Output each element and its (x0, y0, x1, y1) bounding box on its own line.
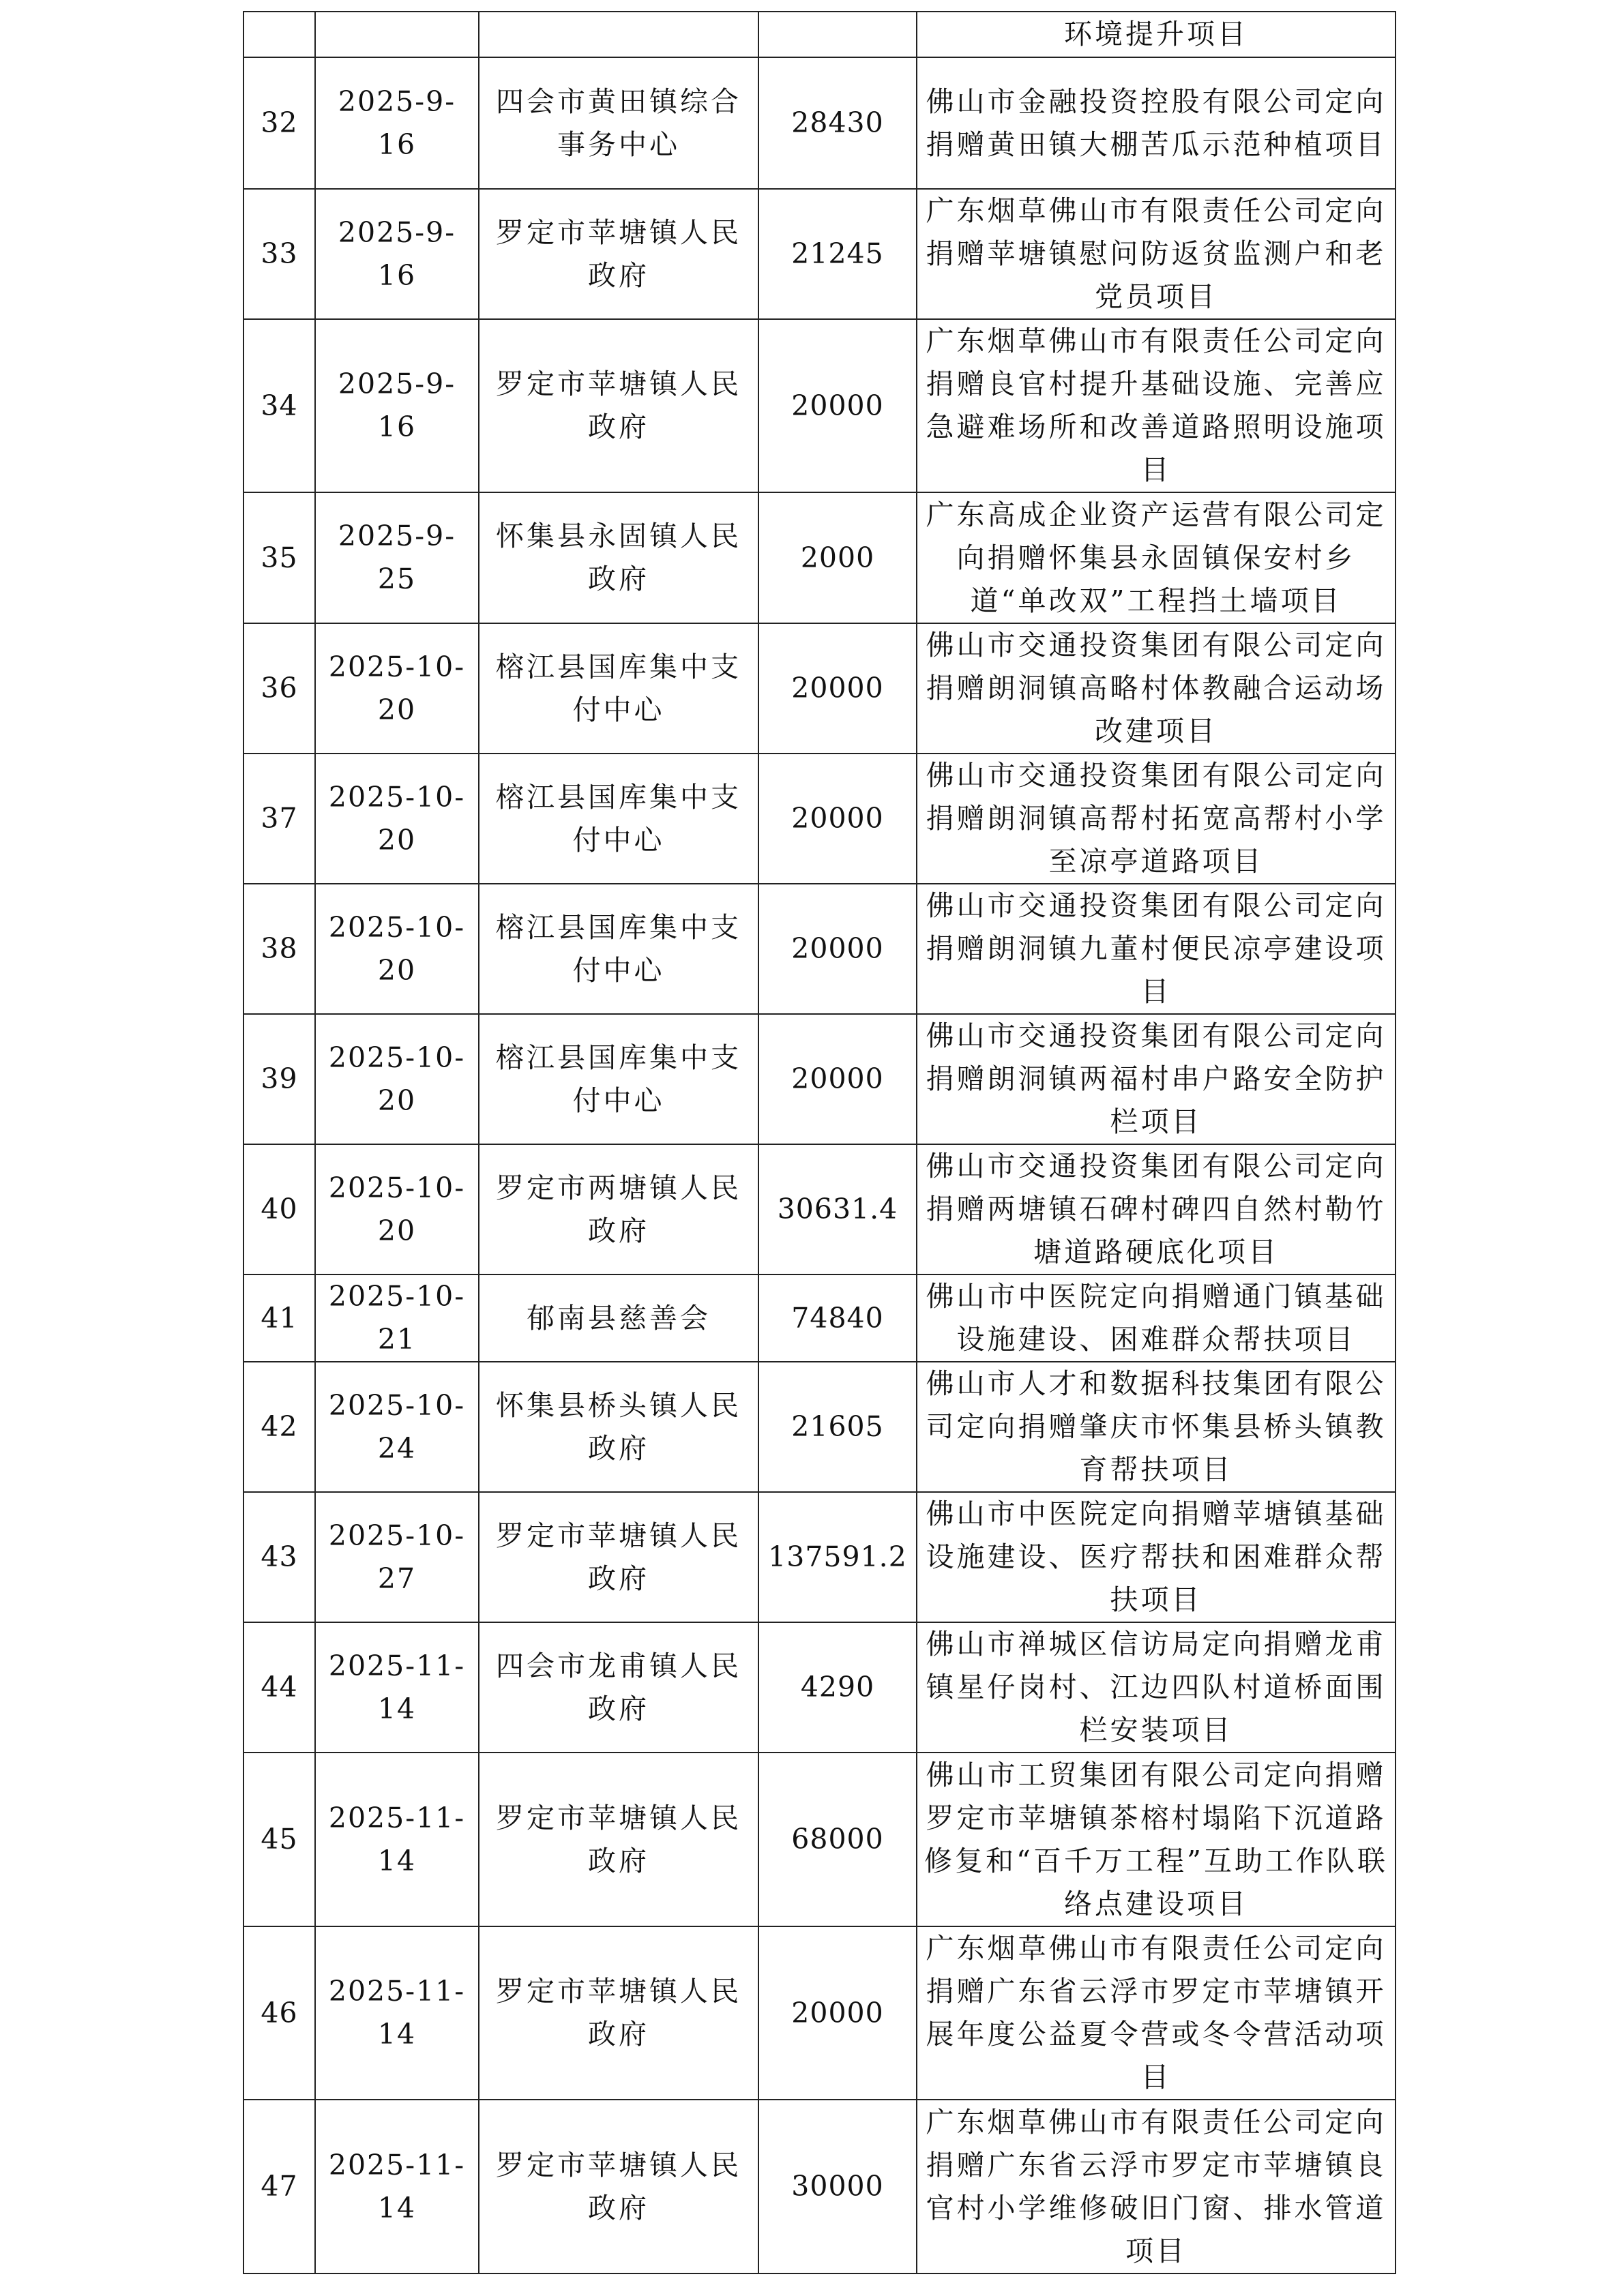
row-number: 46 (243, 1926, 315, 2100)
row-number: 38 (243, 884, 315, 1014)
recipient-organization: 榕江县国库集中支付中心 (479, 884, 758, 1014)
donation-amount: 30631.4 (758, 1144, 917, 1274)
recipient-organization: 罗定市苹塘镇人民政府 (479, 2100, 758, 2273)
donation-date: 2025-10-24 (315, 1362, 479, 1492)
donation-date: 2025-9-16 (315, 319, 479, 492)
table-row (243, 1362, 1396, 1492)
table-row (243, 1622, 1396, 1753)
table-row (243, 754, 1396, 884)
project-description: 广东烟草佛山市有限责任公司定向捐赠广东省云浮市罗定市苹塘镇良官村小学维修破旧门窗、排水管道项目 (917, 2100, 1396, 2273)
recipient-organization: 罗定市苹塘镇人民政府 (479, 1926, 758, 2100)
project-description: 佛山市中医院定向捐赠苹塘镇基础设施建设、医疗帮扶和困难群众帮扶项目 (917, 1492, 1396, 1622)
donation-amount: 21605 (758, 1362, 917, 1492)
donation-date: 2025-9-16 (315, 57, 479, 189)
row-number: 43 (243, 1492, 315, 1622)
donation-amount: 68000 (758, 1753, 917, 1926)
donation-date: 2025-10-20 (315, 623, 479, 754)
project-description: 佛山市交通投资集团有限公司定向捐赠朗洞镇高略村体教融合运动场改建项目 (917, 623, 1396, 754)
recipient-organization: 四会市龙甫镇人民政府 (479, 1622, 758, 1753)
recipient-organization: 四会市黄田镇综合事务中心 (479, 57, 758, 189)
donation-amount: 30000 (758, 2100, 917, 2273)
donation-date: 2025-9-16 (315, 189, 479, 319)
donation-amount (758, 12, 917, 57)
donation-amount: 20000 (758, 319, 917, 492)
donation-date: 2025-11-14 (315, 1926, 479, 2100)
donation-date: 2025-10-20 (315, 884, 479, 1014)
donation-date: 2025-10-20 (315, 1014, 479, 1144)
recipient-organization: 罗定市苹塘镇人民政府 (479, 319, 758, 492)
recipient-organization: 榕江县国库集中支付中心 (479, 623, 758, 754)
recipient-organization: 榕江县国库集中支付中心 (479, 1014, 758, 1144)
donation-amount: 20000 (758, 623, 917, 754)
project-description: 佛山市交通投资集团有限公司定向捐赠两塘镇石碑村碑四自然村勒竹塘道路硬底化项目 (917, 1144, 1396, 1274)
project-description: 广东烟草佛山市有限责任公司定向捐赠广东省云浮市罗定市苹塘镇开展年度公益夏令营或冬令营活动项目 (917, 1926, 1396, 2100)
table-row (243, 1274, 1396, 1362)
row-number: 42 (243, 1362, 315, 1492)
project-description: 佛山市人才和数据科技集团有限公司定向捐赠肇庆市怀集县桥头镇教育帮扶项目 (917, 1362, 1396, 1492)
project-description: 广东高成企业资产运营有限公司定向捐赠怀集县永固镇保安村乡道“单改双”工程挡土墙项目 (917, 492, 1396, 623)
project-description: 佛山市交通投资集团有限公司定向捐赠朗洞镇高帮村拓宽高帮村小学至凉亭道路项目 (917, 754, 1396, 884)
project-description: 佛山市金融投资控股有限公司定向捐赠黄田镇大棚苦瓜示范种植项目 (917, 57, 1396, 189)
table-row (243, 1014, 1396, 1144)
row-number: 32 (243, 57, 315, 189)
donation-date: 2025-11-14 (315, 2100, 479, 2273)
donation-amount: 4290 (758, 1622, 917, 1753)
donation-amount: 74840 (758, 1274, 917, 1362)
recipient-organization (479, 12, 758, 57)
table-row (243, 884, 1396, 1014)
donation-date: 2025-10-27 (315, 1492, 479, 1622)
recipient-organization: 罗定市两塘镇人民政府 (479, 1144, 758, 1274)
project-description: 广东烟草佛山市有限责任公司定向捐赠良官村提升基础设施、完善应急避难场所和改善道路照明设施项目 (917, 319, 1396, 492)
table-row (243, 319, 1396, 492)
table-row (243, 189, 1396, 319)
row-number: 37 (243, 754, 315, 884)
donation-date (315, 12, 479, 57)
table-row (243, 1926, 1396, 2100)
table-row (243, 1492, 1396, 1622)
row-number: 35 (243, 492, 315, 623)
recipient-organization: 榕江县国库集中支付中心 (479, 754, 758, 884)
donation-amount: 2000 (758, 492, 917, 623)
donation-amount: 20000 (758, 884, 917, 1014)
row-number: 47 (243, 2100, 315, 2273)
row-number: 45 (243, 1753, 315, 1926)
recipient-organization: 罗定市苹塘镇人民政府 (479, 189, 758, 319)
donation-amount: 20000 (758, 1014, 917, 1144)
table-row (243, 2100, 1396, 2273)
table-row (243, 623, 1396, 754)
donation-date: 2025-9-25 (315, 492, 479, 623)
donation-table-body (243, 12, 1396, 2273)
donation-date: 2025-11-14 (315, 1753, 479, 1926)
row-number: 39 (243, 1014, 315, 1144)
recipient-organization: 怀集县桥头镇人民政府 (479, 1362, 758, 1492)
recipient-organization: 罗定市苹塘镇人民政府 (479, 1753, 758, 1926)
donation-date: 2025-11-14 (315, 1622, 479, 1753)
table-row (243, 57, 1396, 189)
donation-date: 2025-10-20 (315, 754, 479, 884)
donation-date: 2025-10-20 (315, 1144, 479, 1274)
project-description: 环境提升项目 (917, 12, 1396, 57)
table-row (243, 492, 1396, 623)
recipient-organization: 郁南县慈善会 (479, 1274, 758, 1362)
project-description: 佛山市交通投资集团有限公司定向捐赠朗洞镇两福村串户路安全防护栏项目 (917, 1014, 1396, 1144)
donation-amount: 20000 (758, 754, 917, 884)
row-number: 41 (243, 1274, 315, 1362)
donation-amount: 137591.2 (758, 1492, 917, 1622)
row-number: 34 (243, 319, 315, 492)
table-row (243, 12, 1396, 57)
project-description: 佛山市禅城区信访局定向捐赠龙甫镇星仔岗村、江边四队村道桥面围栏安装项目 (917, 1622, 1396, 1753)
project-description: 佛山市工贸集团有限公司定向捐赠罗定市苹塘镇茶榕村塌陷下沉道路修复和“百千万工程”互助工作队联络点建设项目 (917, 1753, 1396, 1926)
row-number (243, 12, 315, 57)
row-number: 36 (243, 623, 315, 754)
donation-amount: 28430 (758, 57, 917, 189)
donation-amount: 21245 (758, 189, 917, 319)
recipient-organization: 罗定市苹塘镇人民政府 (479, 1492, 758, 1622)
project-description: 佛山市交通投资集团有限公司定向捐赠朗洞镇九董村便民凉亭建设项目 (917, 884, 1396, 1014)
row-number: 33 (243, 189, 315, 319)
row-number: 40 (243, 1144, 315, 1274)
donation-amount: 20000 (758, 1926, 917, 2100)
table-row (243, 1753, 1396, 1926)
row-number: 44 (243, 1622, 315, 1753)
donation-table (243, 11, 1396, 2274)
project-description: 佛山市中医院定向捐赠通门镇基础设施建设、困难群众帮扶项目 (917, 1274, 1396, 1362)
project-description: 广东烟草佛山市有限责任公司定向捐赠苹塘镇慰问防返贫监测户和老党员项目 (917, 189, 1396, 319)
donation-date: 2025-10-21 (315, 1274, 479, 1362)
recipient-organization: 怀集县永固镇人民政府 (479, 492, 758, 623)
table-row (243, 1144, 1396, 1274)
